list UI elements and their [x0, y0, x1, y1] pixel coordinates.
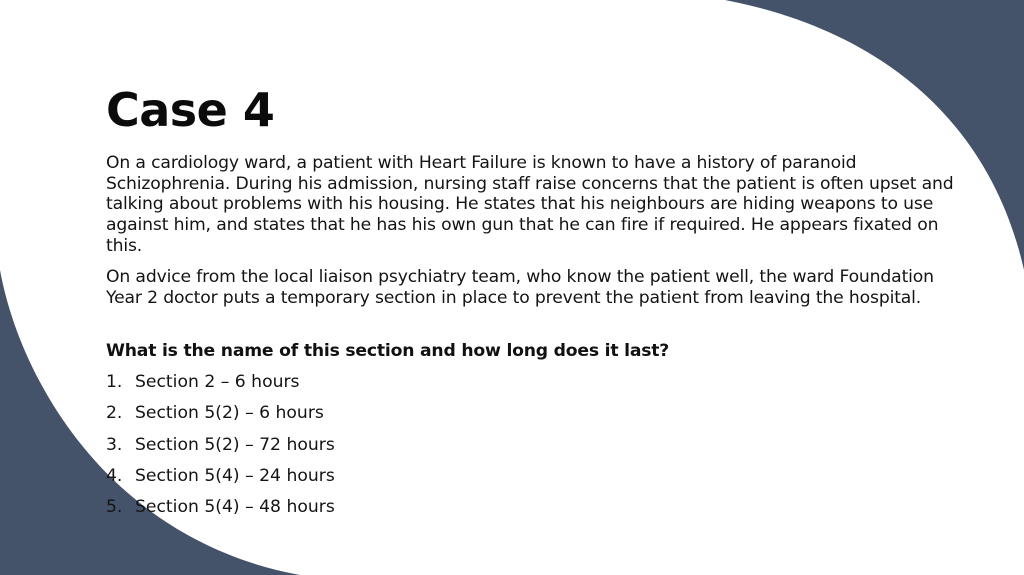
question-text: What is the name of this section and how long does it last?: [106, 341, 670, 361]
slide-title: Case 4: [106, 83, 275, 137]
option-number: 2.: [106, 403, 123, 424]
option-text: Section 2 – 6 hours: [135, 372, 300, 392]
answer-option-2: [106, 402, 335, 433]
option-number: 5.: [106, 497, 123, 518]
answer-option-4: [106, 465, 335, 496]
option-text: Section 5(2) – 72 hours: [135, 434, 335, 455]
option-number: 4.: [106, 465, 123, 486]
option-number: 3.: [106, 434, 123, 455]
option-text: Section 5(2) – 6 hours: [135, 403, 324, 424]
case-advice: On advice from the local liaison psychiatry team, who know the patient well, the ward Foundation Year 2 doctor puts a temporary section in place to prevent the patient from leaving the hospital.: [106, 267, 934, 308]
answer-option-1: [106, 371, 335, 402]
answer-option-3: [106, 434, 335, 465]
option-text: Section 5(4) – 24 hours: [135, 465, 335, 486]
case-description: On a cardiology ward, a patient with Heart Failure is known to have a history of paranoid Schizophrenia. During his admission, nursing staff raise concerns that the patient is often upset and talking about problems with his housing. He states that his neighbours are hiding weapons to use against him, and states that he has his own gun that he can fire if required. He appears fixated on this.: [106, 153, 954, 256]
option-text: Section 5(4) – 48 hours: [135, 497, 335, 518]
answer-options: [106, 371, 335, 527]
answer-option-5: [106, 496, 335, 527]
option-number: 1.: [106, 372, 123, 392]
